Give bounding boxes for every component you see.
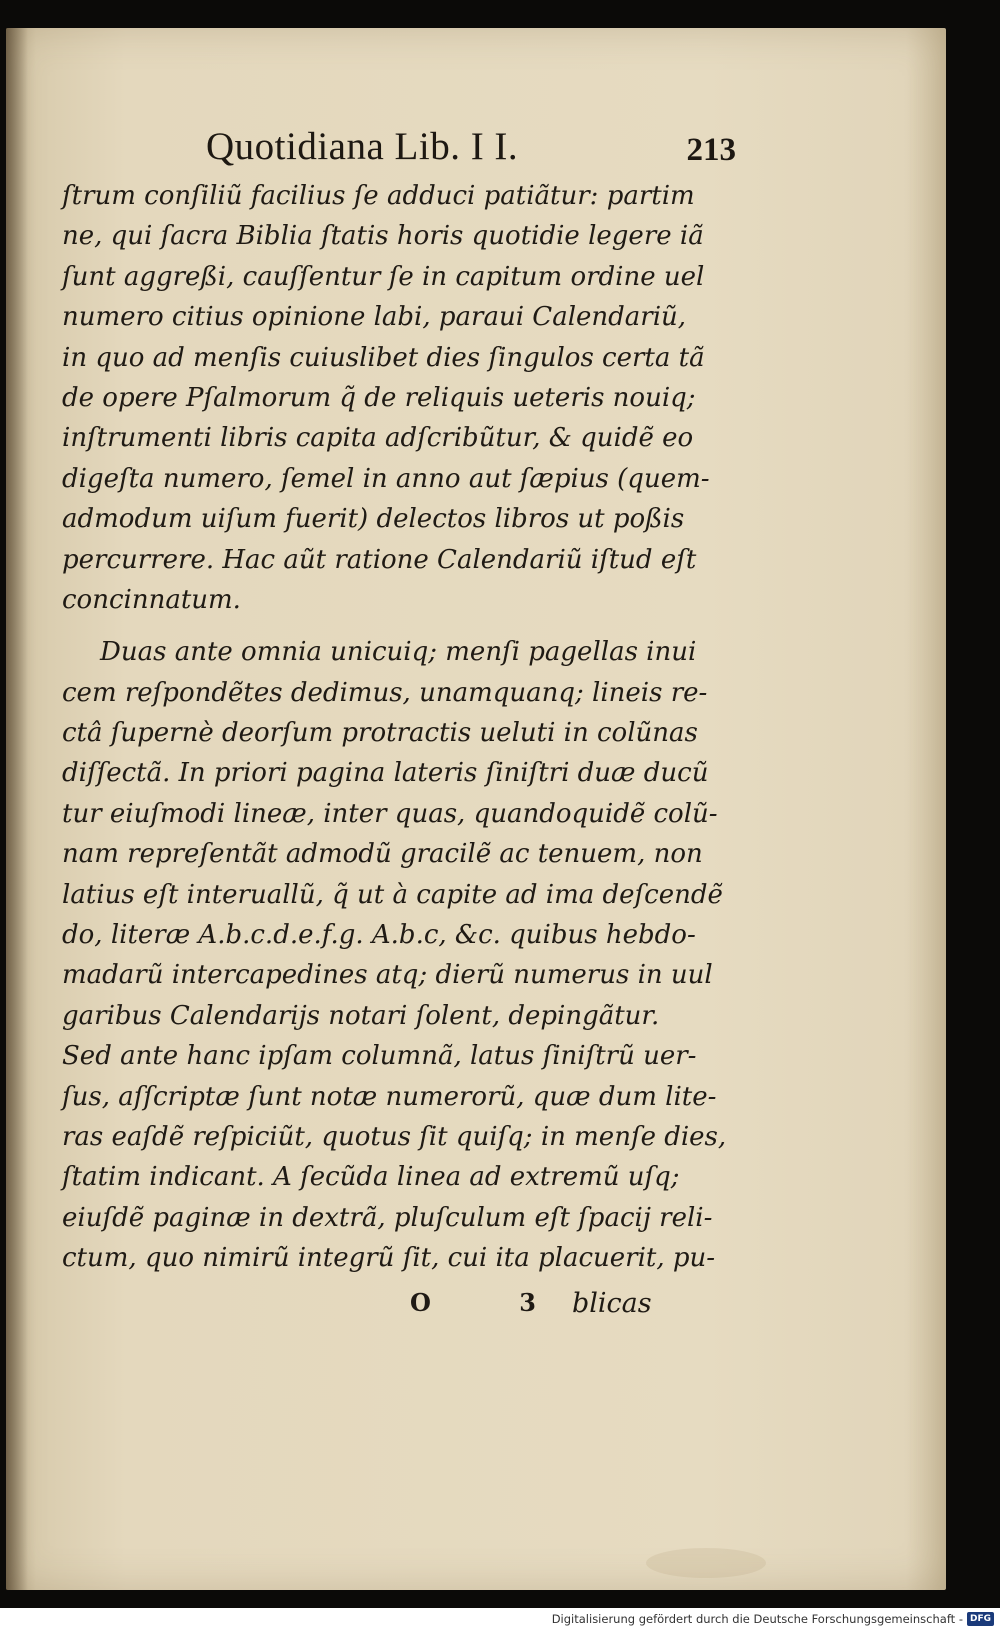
signature-mark: O 3 bbox=[410, 1288, 576, 1317]
text-line: inſtrumenti libris capita adſcribũtur, & quidẽ eo bbox=[62, 423, 694, 454]
text-line: tur eiuſmodi lineæ, inter quas, quandoquidẽ colũ- bbox=[62, 798, 718, 829]
book-page bbox=[6, 28, 946, 1590]
dfg-logo: DFG bbox=[967, 1612, 994, 1626]
text-line: digeſta numero, ſemel in anno aut ſæpius (quem- bbox=[62, 463, 710, 494]
text-line: eiuſdẽ paginæ in dextrã, pluſculum eſt ſpacij reli- bbox=[62, 1202, 713, 1233]
funding-credit bbox=[552, 1612, 994, 1626]
credit-text: Digitalisierung gefördert durch die Deutsche Forschungsgemeinschaft - bbox=[551, 1612, 963, 1626]
text-line: cem reſpondẽtes dedimus, unamquanq; lineis re- bbox=[62, 677, 708, 708]
paper-stain bbox=[646, 1548, 766, 1578]
text-line: ne, qui ſacra Biblia ſtatis horis quotidie legere iã bbox=[62, 221, 704, 252]
text-line: ſtatim indicant. A ſecũda linea ad extremũ uſq; bbox=[62, 1162, 680, 1193]
text-line: admodum uiſum fuerit) delectos libros ut poßis bbox=[62, 504, 685, 535]
page-footer bbox=[6, 1288, 946, 1328]
text-line: ſtrum conſiliũ facilius ſe adduci patiãtur: partim bbox=[62, 181, 695, 211]
paragraph-gap bbox=[62, 620, 682, 632]
text-line: Duas ante omnia unicuiq; menſi pagellas inui bbox=[100, 637, 697, 668]
text-line: ctâ ſupernè deorſum protractis ueluti in colũnas bbox=[62, 718, 698, 749]
text-line: ſus, aſſcriptæ ſunt notæ numerorũ, quæ dum lite- bbox=[62, 1081, 717, 1112]
text-line: in quo ad menſis cuiuslibet dies ſingulos certa tã bbox=[62, 342, 705, 373]
text-line: do, literæ A.b.c.d.e.f.g. A.b.c, &c. quibus hebdo- bbox=[62, 920, 696, 951]
text-line: Sed ante hanc ipſam columnã, latus ſiniſtrũ uer- bbox=[62, 1041, 697, 1072]
text-line: concinnatum. bbox=[62, 584, 241, 615]
body-text bbox=[62, 176, 727, 1279]
text-line: garibus Calendarijs notari ſolent, depingãtur. bbox=[62, 1000, 660, 1031]
text-line: madarũ intercapedines atq; dierũ numerus in uul bbox=[62, 960, 713, 991]
page-number: 213 bbox=[686, 132, 736, 168]
text-line: percurrere. Hac aũt ratione Calendariũ iſtud eſt bbox=[62, 544, 697, 575]
text-line: numero citius opinione labi, paraui Calendariũ, bbox=[62, 302, 687, 333]
text-line: ſunt aggreßi, cauſſentur ſe in capitum ordine uel bbox=[62, 261, 705, 292]
text-line: latius eſt interuallũ, q̃ ut à capite ad ima deſcendẽ bbox=[62, 879, 723, 910]
text-line: nam repreſentãt admodũ gracilẽ ac tenuem, non bbox=[62, 839, 703, 870]
text-line: ras eaſdẽ reſpiciũt, quotus ſit quiſq; in menſe dies, bbox=[62, 1121, 727, 1152]
page-header bbox=[206, 124, 736, 180]
text-line: de opere Pſalmorum q̃ de reliquis ueteris nouiq; bbox=[62, 382, 696, 413]
credit-bar bbox=[0, 1608, 1000, 1636]
running-head: Quotidiana Lib. I I. bbox=[206, 125, 519, 168]
catchword: blicas bbox=[572, 1288, 652, 1319]
text-line: diſſectã. In priori pagina lateris ſiniſtri duæ ducũ bbox=[62, 758, 709, 789]
text-line: ctum, quo nimirũ integrũ ſit, cui ita placuerit, pu- bbox=[62, 1243, 716, 1274]
